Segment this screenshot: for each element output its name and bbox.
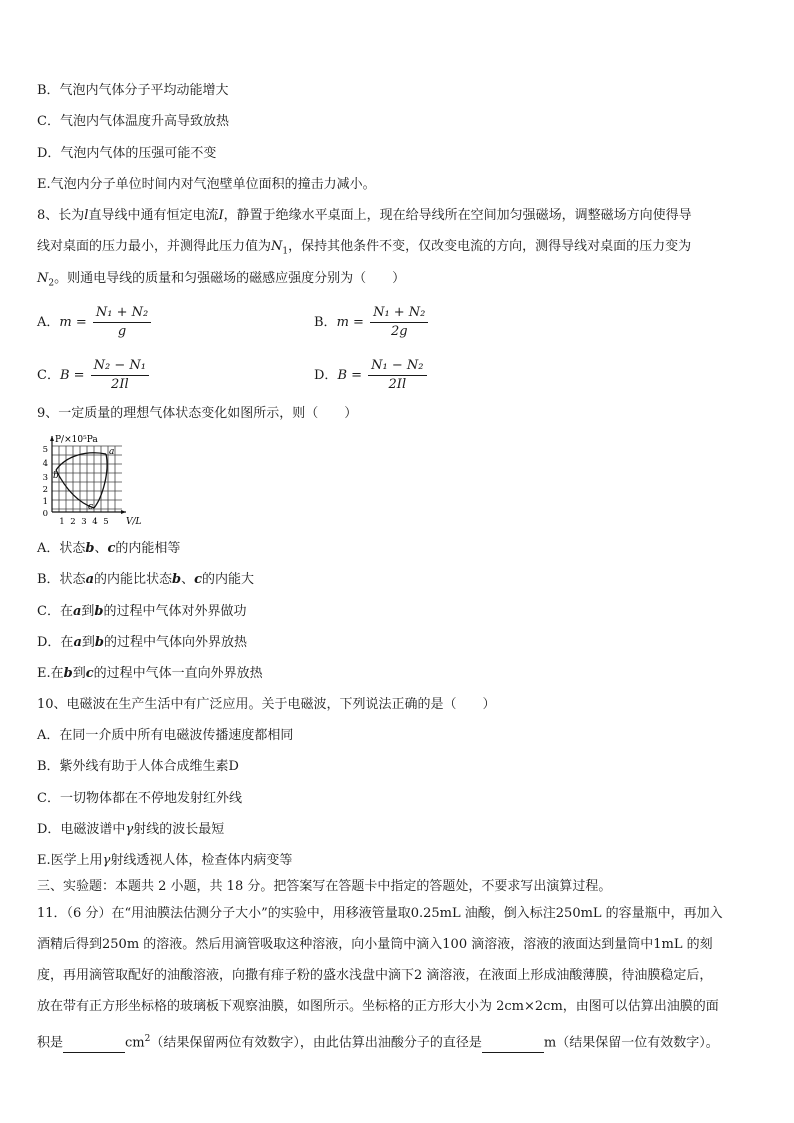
pv-graph [36,432,146,528]
state-symbol: a [73,635,82,650]
q10-option-c: C．一切物体都在不停地发射红外线 [37,791,242,806]
answer-blank-diameter[interactable] [482,1034,544,1053]
formula-lhs: m = [59,315,87,330]
q8-text: 。则通电导线的质量和匀强磁场的磁感应强度分别为（ ） [54,271,406,286]
option-text: 射线透视人体，检查体内病变等 [110,853,293,868]
state-symbol: b [63,666,73,681]
q8-stem-line3 [37,270,405,293]
fraction-numerator: N₁ + N₂ [93,305,151,323]
option-text: 的内能比状态 [94,572,173,587]
option-text: E.医学上用 [37,853,103,868]
q9-option-e [37,665,263,683]
q10-option-e [37,852,292,870]
state-symbol: b [94,604,104,619]
y-tick-label: 3 [42,473,48,483]
option-text: D．电磁波谱中 [37,822,126,837]
option-text: D．在 [37,635,74,650]
q11-line2: 酒精后得到250m 的溶液。然后用滴管吸取这种溶液，向小量筒中滴入100 滴溶液，溶液的液面达到量筒中1mL 的刻 [37,937,713,952]
q8-var-l: l [84,208,89,223]
option-label: D． [314,368,338,383]
q8-text: ，静置于绝缘水平桌面上，现在给导线所在空间加匀强磁场，调整磁场方向使得导 [223,208,692,223]
q8-subscript: 2 [48,278,55,289]
y-axis-label: P/×10⁵Pa [55,435,98,445]
option-text: 到 [72,666,86,681]
unit: m [543,1035,557,1051]
q9-stem: 9、一定质量的理想气体状态变化如图所示，则（ ） [37,406,358,421]
q9-option-d [37,634,247,652]
q10-option-b: B．紫外线有助于人体合成维生素D [37,759,239,774]
unit-exponent: 2 [144,1034,151,1044]
q11-text: 积是 [37,1035,64,1051]
x-tick-label: 4 [92,517,98,527]
y-tick-label: 4 [42,459,48,469]
section-heading: 三、实验题：本题共 2 小题，共 18 分。把答案写在答题卡中指定的答题处，不要求写出演算过程。 [37,879,612,894]
q11-text: （结果保留一位有效数字）。 [556,1035,719,1051]
option-text: 到 [81,604,95,619]
q8-text: 8、长为 [37,208,85,223]
q11-text: （结果保留两位有效数字），由此估算出油酸分子的直径是 [150,1035,482,1051]
option-text: 的内能相等 [115,541,181,556]
state-symbol: c [194,572,203,587]
fraction [93,305,151,340]
point-label-b: b [53,471,59,481]
y-tick-label: 2 [42,485,48,495]
option-text: E.在 [37,666,64,681]
state-symbol: a [72,604,82,619]
x-axis-label: V/L [126,517,142,527]
option-text: 的过程中气体对外界做功 [103,604,247,619]
q9-option-c [37,603,247,621]
q10-stem: 10、电磁波在生产生活中有广泛应用。关于电磁波，下列说法正确的是（ ） [37,697,496,712]
option-text: B．状态 [37,572,86,587]
q8-text: 直导线中通有恒定电流 [88,208,219,223]
fraction [370,305,428,340]
q8-option-b [314,305,428,340]
q7-option-d: D．气泡内气体的压强可能不变 [37,146,217,161]
option-text: A．状态 [37,541,86,556]
state-symbol: a [85,572,94,587]
option-text: C．在 [37,604,73,619]
fraction-denominator: 2Il [388,377,407,392]
fraction [91,358,149,393]
state-symbol: b [172,572,182,587]
q8-stem-line2 [37,238,691,261]
q8-option-a [37,305,151,340]
x-tick-label: 3 [81,517,87,527]
fraction-numerator: N₁ + N₂ [370,305,428,323]
state-symbol: b [85,541,95,556]
q8-stem-line1 [37,207,692,225]
q8-var-n: N [37,271,49,286]
option-text: 的过程中气体一直向外界放热 [93,666,263,681]
q8-text: 线对桌面的压力最小，并测得此压力值为 [37,239,272,254]
fraction-denominator: 2Il [111,377,129,392]
answer-blank-area[interactable] [63,1034,125,1053]
q8-text: ，保持其他条件不变，仅改变电流的方向，测得导线对桌面的压力变为 [288,239,692,254]
point-label-a: a [109,447,115,457]
option-label: A． [37,315,60,330]
q9-option-b [37,571,254,589]
state-symbol: c [85,666,94,681]
q8-var-n: N [271,239,283,254]
q11-line1: 11．（6 分）在“用油膜法估测分子大小”的实验中，用移液管量取0.25mL 油酸，倒入标注250mL 的容量瓶中，再加入 [37,906,723,921]
q7-option-b: B．气泡内气体分子平均动能增大 [37,83,229,98]
q11-line3: 度，再用滴管取配好的油酸溶液，向撒有痱子粉的盛水浅盘中滴下2 滴溶液，在液面上形成油酸薄膜，待油膜稳定后， [37,968,713,983]
gamma-symbol: γ [125,822,134,837]
q11-line4: 放在带有正方形坐标格的玻璃板下观察油膜，如图所示。坐标格的正方形大小为 2cm×2cm，由图可以估算出油膜的面 [37,999,719,1014]
formula-lhs: B = [59,368,85,383]
y-tick-label: 1 [42,497,48,507]
q10-option-d [37,821,224,839]
y-tick-label: 0 [42,509,48,519]
gamma-symbol: γ [102,853,111,868]
fraction-denominator: 2g [390,324,408,339]
x-tick-label: 5 [103,517,109,527]
q8-option-d [314,358,427,393]
q7-option-c: C．气泡内气体温度升高导致放热 [37,114,229,129]
fraction-numerator: N₂ − N₁ [91,358,149,376]
formula-lhs: B = [337,368,363,383]
q8-subscript: 1 [282,246,289,257]
option-label: C． [37,368,60,383]
state-symbol: b [94,635,104,650]
option-label: B． [314,315,337,330]
x-tick-label: 1 [59,517,65,527]
option-text: 、 [94,541,108,556]
q8-option-c [37,358,149,393]
point-label-c: c [88,502,94,512]
state-symbol: c [107,541,116,556]
q8-var-i: I [218,208,224,223]
q7-option-e: E.气泡内分子单位时间内对气泡壁单位面积的撞击力减小。 [37,177,376,192]
x-tick-label: 2 [70,517,76,527]
q10-option-a: A．在同一介质中所有电磁波传播速度都相同 [37,728,294,743]
option-text: 的内能大 [202,572,255,587]
option-text: 到 [81,635,95,650]
formula-lhs: m = [336,315,364,330]
fraction-denominator: g [117,324,127,339]
option-text: 的过程中气体向外界放热 [103,635,247,650]
q11-line5 [37,1030,719,1053]
fraction-numerator: N₁ − N₂ [368,358,426,376]
option-text: 、 [181,572,195,587]
y-tick-label: 5 [42,445,48,455]
q9-option-a [37,540,180,558]
option-text: 射线的波长最短 [133,822,225,837]
unit: cm [125,1035,145,1051]
fraction [368,358,426,393]
